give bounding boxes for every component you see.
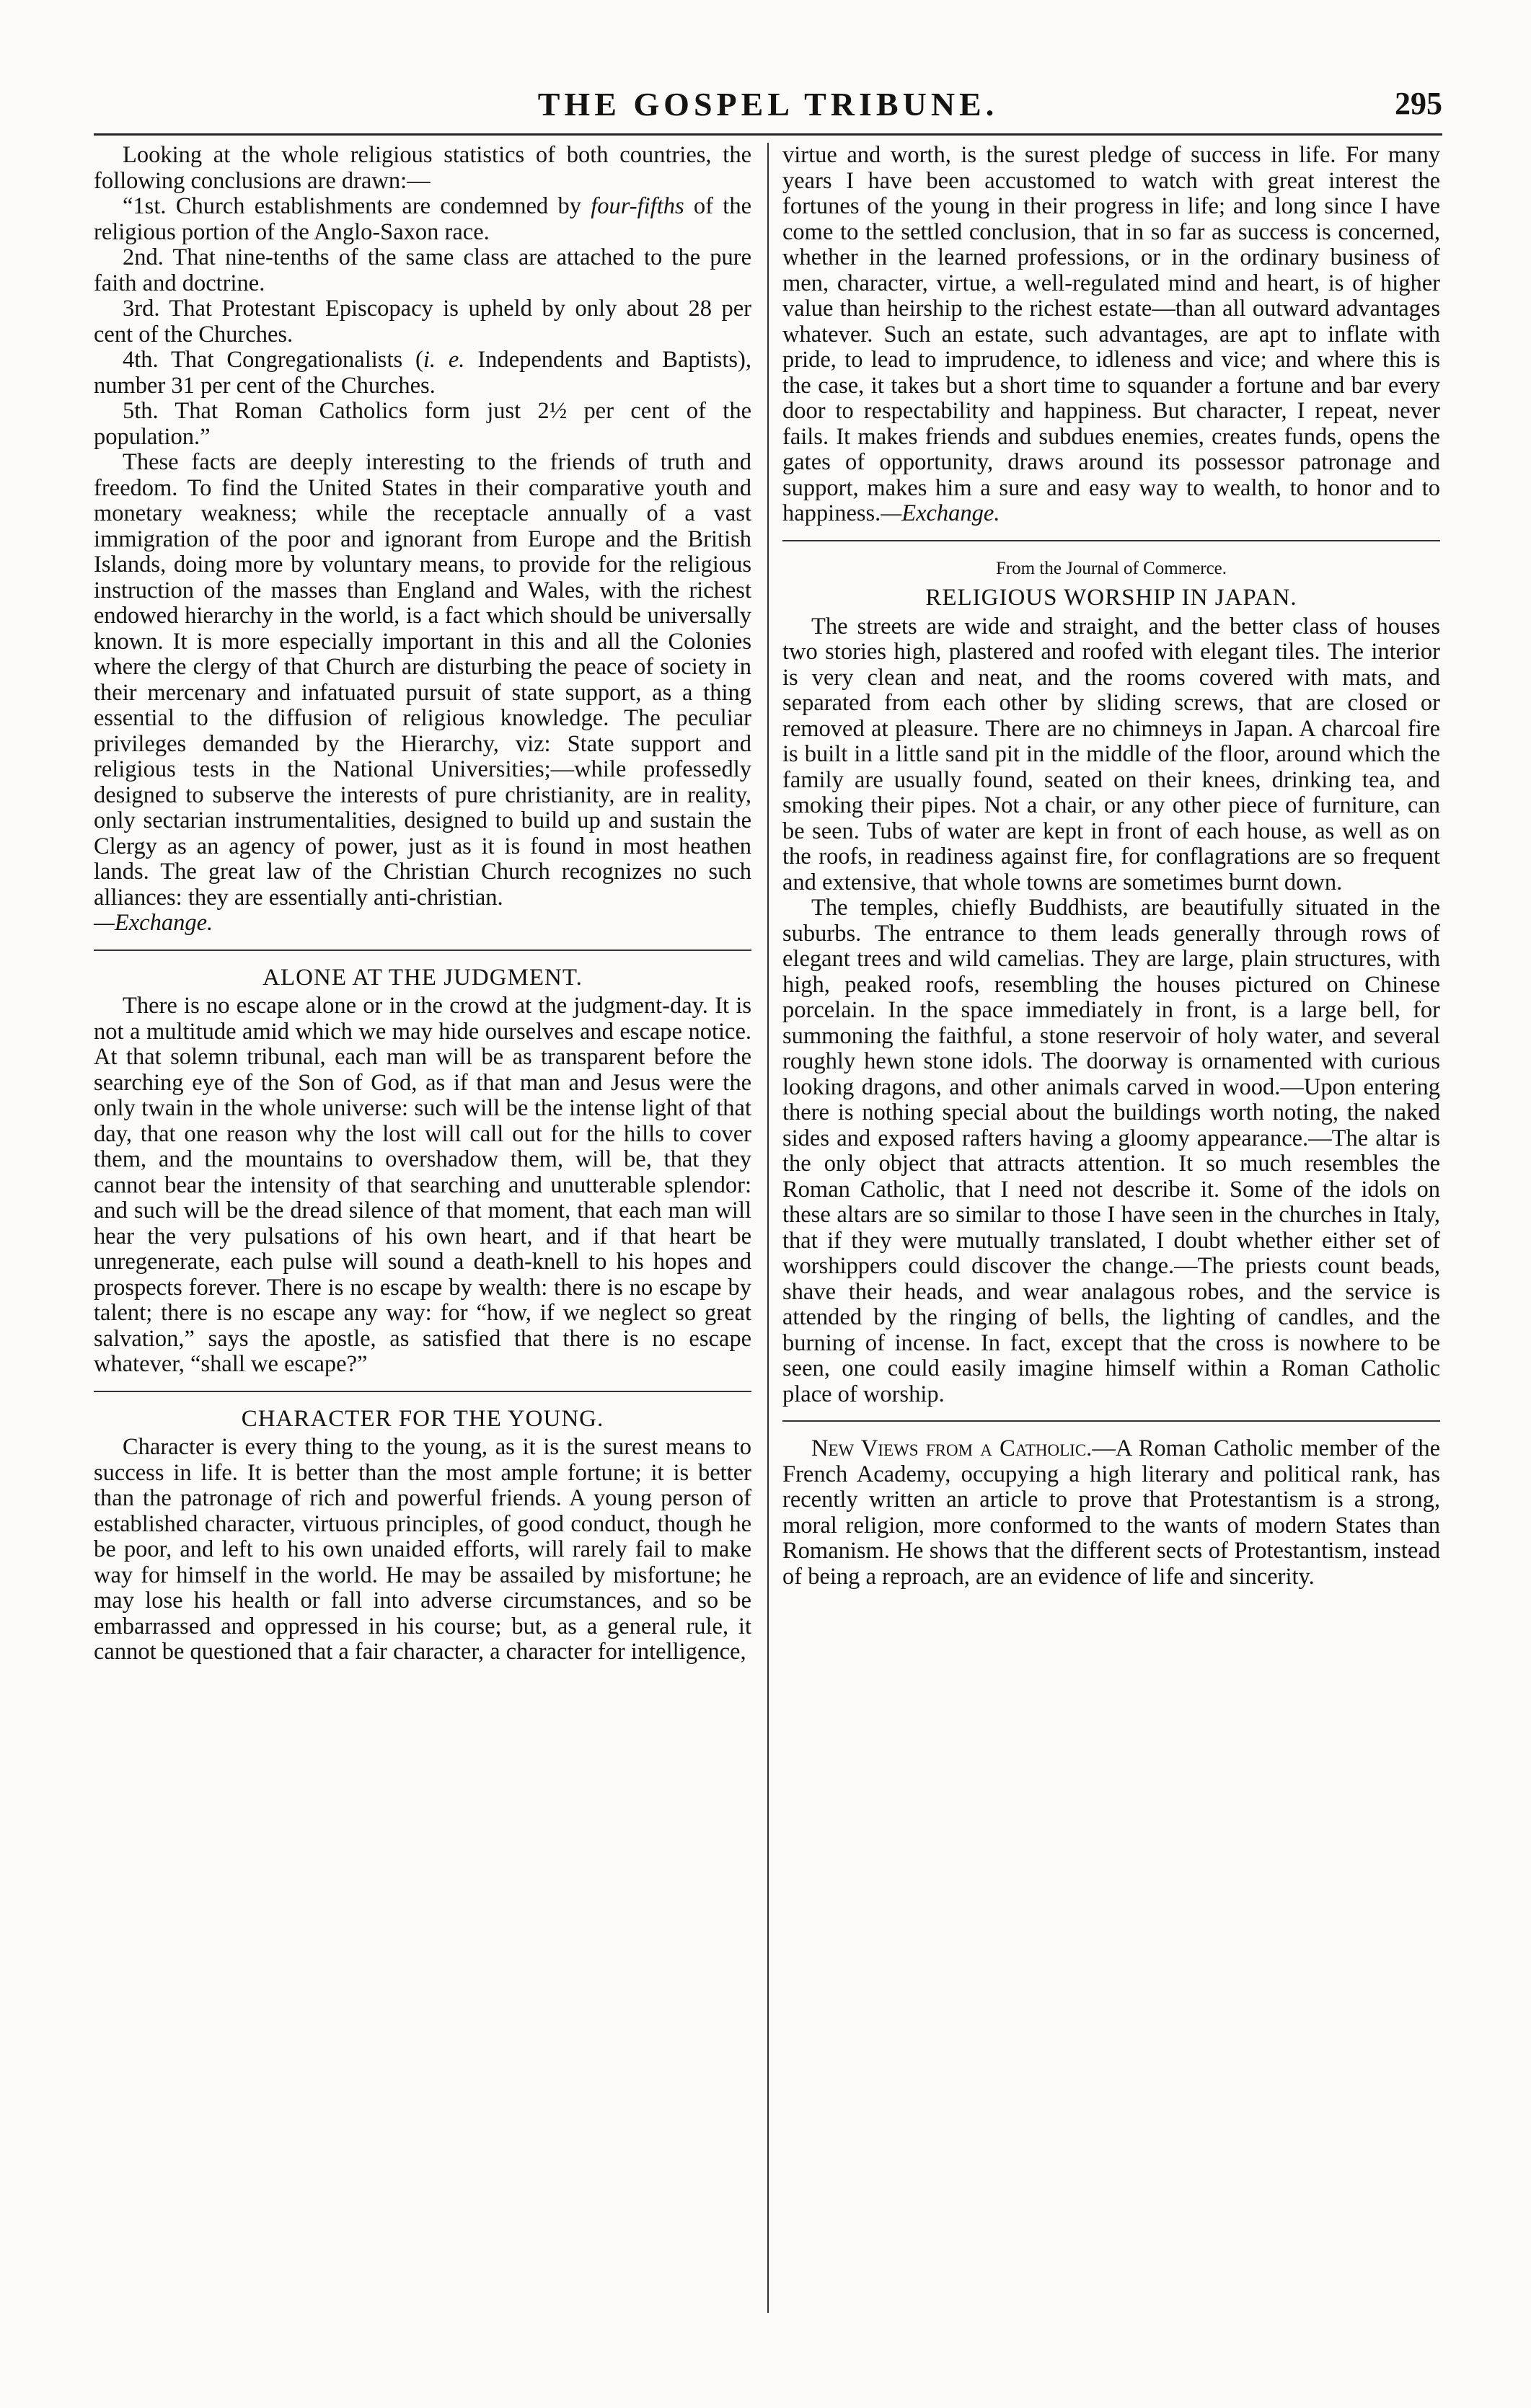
page-number: 295 bbox=[1395, 86, 1442, 121]
stats-item-2: 2nd. That nine-tenths of the same class are attached to the pure faith and doctrine. bbox=[94, 244, 751, 296]
left-column bbox=[94, 143, 751, 1665]
stats-1-text-a: “1st. Church establishments are condemned by bbox=[123, 193, 591, 219]
stats-4-emphasis: i. e. bbox=[423, 347, 465, 373]
section-rule bbox=[94, 950, 751, 951]
japan-body-1: The streets are wide and straight, and the better class of houses two stories high, plastered and roofed with elegant tiles. The interior is very clean and neat, and the rooms covered with mats, and separated from each other by sliding screws, that are closed or removed at pleasure. There are no chimneys in Japan. A charcoal fire is built in a little sand pit in the middle of the floor, around which the family are usually found, seated on their knees, drinking tea, and smoking their pipes. Not a chair, or any other piece of furniture, can be seen. Tubs of water are kept in front of each house, as well as on the roofs, in readiness against fire, for conflagrations are so frequent and extensive, that whole towns are sometimes burnt down. bbox=[782, 613, 1440, 895]
section-rule bbox=[782, 540, 1440, 541]
section-rule bbox=[94, 1391, 751, 1392]
character-credit: —Exchange. bbox=[881, 500, 1000, 526]
views-lead: New Views from a Catholic. bbox=[811, 1435, 1093, 1461]
stats-4-text-c: Independents and Baptists), number 31 per cent of the Churches. bbox=[94, 347, 751, 399]
japan-source-line: From the Journal of Commerce. bbox=[995, 558, 1227, 578]
character-body: Character is every thing to the young, as it is the surest means to success in life. It is better than the most ample fortune; it is better than the patronage of rich and powerful friends. A young person of established character, virtuous principles, of good conduct, though he be poor, and left to his own unaided efforts, will rarely fail to make way for himself in the world. He may be assailed by misfortune; he may lose his health or fall into adverse circumstances, and so be embarrassed and oppressed in his course; but, as a general rule, it cannot be questioned that a fair character, a character for intelligence, bbox=[94, 1434, 751, 1665]
views-item bbox=[782, 1436, 1440, 1590]
japan-heading: RELIGIOUS WORSHIP IN JAPAN. bbox=[925, 585, 1297, 611]
stats-intro: Looking at the whole religious statistics of both countries, the following conclusions are drawn:— bbox=[94, 142, 751, 194]
column-divider bbox=[767, 143, 769, 2313]
stats-credit bbox=[94, 911, 751, 937]
character-continued bbox=[782, 143, 1440, 527]
judgment-body: There is no escape alone or in the crowd at the judgment-day. It is not a multitude amid which we may hide ourselves and escape notice. At that solemn tribunal, each man will be as transparent before the searching eye of the Son of God, as if that man and Jesus were the only twain in the whole universe: such will be the intense light of that day, that one reason why the lost will call out for the hills to cover them, and the mountains to overshadow them, will be, that they cannot bear the intensity of that searching and unutterable splendor: and such will be the dread silence of that moment, that each man will hear the very pulsations of his own heart, and if that heart be unregenerate, each pulse will sound a death-knell to his hopes and prospects forever. There is no escape by wealth: there is no escape by talent; there is no escape any way: for “how, if we neglect so great salvation,” says the apostle, as satisfied that there is no escape whatever, “shall we escape?” bbox=[94, 993, 751, 1377]
page-header bbox=[94, 85, 1442, 128]
section-rule bbox=[782, 1420, 1440, 1422]
character-heading: CHARACTER FOR THE YOUNG. bbox=[241, 1405, 604, 1432]
japan-body-2: The temples, chiefly Buddhists, are beautifully situated in the suburbs. The entrance to them leads generally through rows of elegant trees and wild camelias. They are large, plain structures, with high, peaked roofs, resembling the houses pictured on Chinese porcelain. In the space immediately in front, is a large bell, for summoning the faithful, a stone reservoir of holy water, and several roughly hewn stone idols. The doorway is ornamented with curious looking dragons, and other animals carved in wood.—Upon entering there is nothing special about the buildings worth noting, the naked sides and exposed rafters having a gloomy appearance.—The altar is the only object that attracts attention. It so much resembles the Roman Catholic, that I need not describe it. Some of the idols on these altars are so similar to those I have seen in the churches in Italy, that if they were mutually translated, I doubt whether either set of worshippers could discover the change.—The priests count beads, shave their heads, and wear analagous robes, and the service is attended by the ringing of bells, the lighting of candles, and the burning of incense. In fact, except that the cross is nowhere to be seen, one could easily imagine himself within a Roman Catholic place of worship. bbox=[782, 895, 1440, 1407]
stats-4-text-a: 4th. That Congregationalists ( bbox=[123, 347, 423, 373]
judgment-heading: ALONE AT THE JUDGMENT. bbox=[262, 964, 583, 991]
stats-item-4 bbox=[94, 348, 751, 399]
stats-1-emphasis: four-fifths bbox=[591, 193, 684, 219]
stats-item-3: 3rd. That Protestant Episcopacy is upheld by only about 28 per cent of the Churches. bbox=[94, 296, 751, 348]
header-rule bbox=[94, 133, 1442, 136]
character-cont-text: virtue and worth, is the surest pledge of success in life. For many years I have been accustomed to watch with great interest the fortunes of the young in their progress in life; and long since I have come to the settled conclusion, that in so far as success is concerned, whether in the learned professions, or in the ordinary business of men, character, virtue, a well-regulated mind and heart, is of higher value than heirship to the richest estate—than all outward advantages whatever. Such an estate, such advantages, are apt to inflate with pride, to lead to imprudence, to idleness and vice; and where this is the case, it takes but a short time to squander a fortune and bar every door to respectability and happiness. But character, I repeat, never fails. It makes friends and subdues enemies, creates funds, opens the gates of opportunity, draws around its possessor patronage and support, makes him a sure and easy way to wealth, to honor and to happiness. bbox=[782, 142, 1440, 526]
stats-1-text-c: of the religious portion of the Anglo-Saxon race. bbox=[94, 193, 752, 245]
right-column bbox=[782, 143, 1440, 1590]
stats-item-1 bbox=[94, 194, 751, 245]
views-body: —A Roman Catholic member of the French Academy, occupying a high literary and political rank, has recently written an article to prove that Protestantism is a strong, moral religion, more conformed to the wants of modern States than Romanism. He shows that the different sects of Protestantism, instead of being a reproach, are an evidence of life and sincerity. bbox=[782, 1435, 1440, 1590]
stats-credit-text: —Exchange. bbox=[94, 910, 213, 936]
stats-body: These facts are deeply interesting to the friends of truth and freedom. To find the United States in their comparative youth and monetary weakness; while the receptacle annually of a vast immigration of the poor and ignorant from Europe and the British Islands, doing more by voluntary means, to provide for the religious instruction of the masses than England and Wales, with the richest endowed hierarchy in the world, is a fact which should be universally known. It is more especially important in this and all the Colonies where the clergy of that Church are disturbing the peace of society in their mercenary and infatuated pursuit of state support, as a thing essential to the diffusion of religious knowledge. The peculiar privileges demanded by the Hierarchy, viz: State support and religious tests in the National Universities;—while professedly designed to subserve the interests of pure christianity, are in reality, only sectarian instrumentalities, designed to build up and sustain the Clergy as an agency of power, just as it is found in most heathen lands. The great law of the Christian Church recognizes no such alliances: they are essentially anti-christian. bbox=[94, 449, 751, 911]
stats-item-5: 5th. That Roman Catholics form just 2½ per cent of the population.” bbox=[94, 398, 751, 450]
masthead-title: THE GOSPEL TRIBUNE. bbox=[537, 86, 999, 123]
